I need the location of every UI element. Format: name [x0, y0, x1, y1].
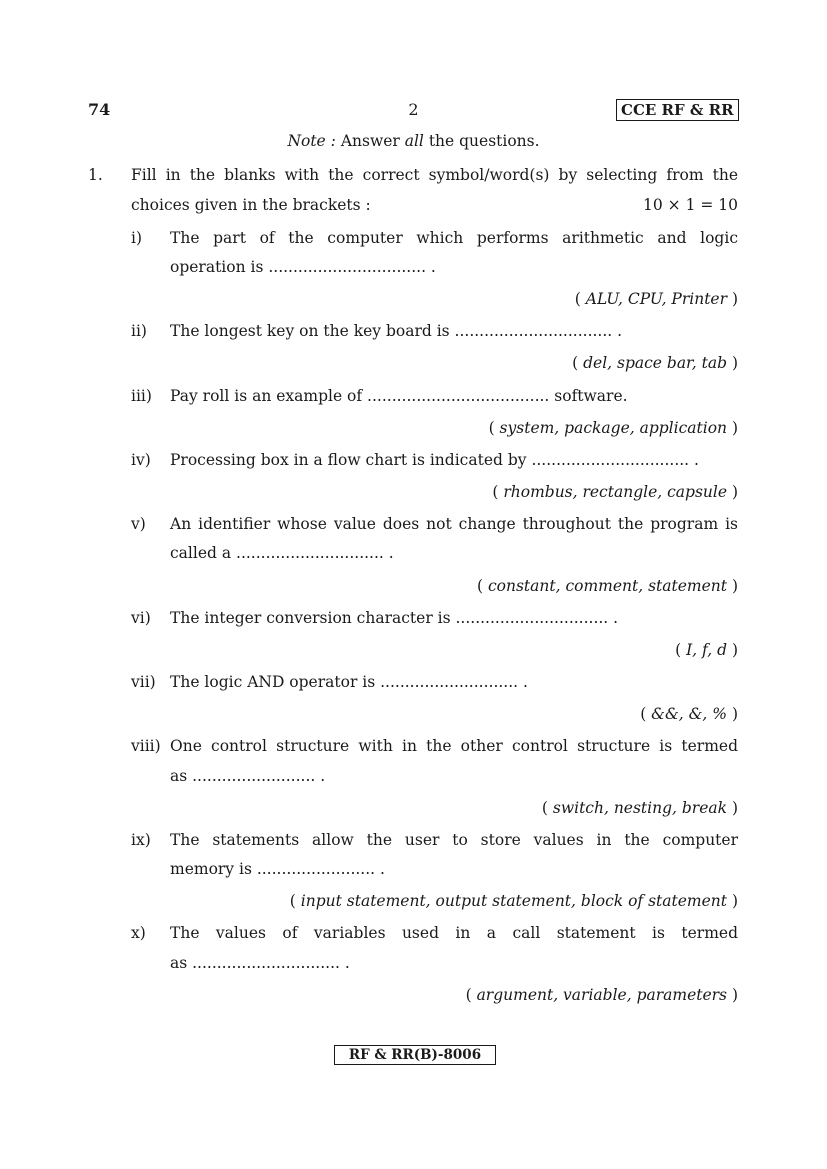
item-text-line1: The values of variables used in a call statement is termed [170, 924, 738, 942]
item-choices-text: argument, variable, parameters [476, 986, 728, 1004]
item-choices: ( system, package, application ) [488, 419, 738, 437]
item-text-line1: An identifier whose value does not change throughout the program is [170, 515, 738, 533]
item-number: ii) [131, 322, 147, 340]
item-choices-text: rhombus, rectangle, capsule [503, 483, 728, 501]
item-text-line1: Processing box in a flow chart is indicated by ................................ . [170, 451, 699, 469]
item-choices: ( rhombus, rectangle, capsule ) [492, 483, 738, 501]
item-choices-text: switch, nesting, break [552, 799, 732, 817]
item-choices-text: I, f, d [686, 641, 732, 659]
question-text-line1: Fill in the blanks with the correct symbol/word(s) by selecting from the [131, 166, 738, 184]
item-choices-text: del, space bar, tab [583, 354, 728, 372]
item-number: iii) [131, 387, 152, 405]
item-choices: ( &&, &, % ) [640, 705, 738, 723]
header-code-box: CCE RF & RR [616, 99, 739, 121]
item-text-line2: called a .............................. . [170, 544, 394, 562]
footer-code-box: RF & RR(B)-8006 [334, 1045, 496, 1065]
item-text-line2: operation is ................................ . [170, 258, 436, 276]
header-code-left: 74 [88, 100, 111, 119]
item-text-line1: The longest key on the key board is ................................ . [170, 322, 623, 340]
item-choices-text: system, package, application [499, 419, 728, 437]
item-choices: ( del, space bar, tab ) [572, 354, 738, 372]
item-choices-text: input statement, output statement, block of statement [300, 892, 732, 910]
note-prefix: Note : [287, 132, 336, 150]
item-choices: ( argument, variable, parameters ) [465, 986, 738, 1004]
question-number: 1. [88, 166, 103, 184]
page-number: 2 [408, 100, 419, 119]
item-text-line2: memory is ........................ . [170, 860, 385, 878]
item-choices: ( ALU, CPU, Printer ) [574, 290, 738, 308]
item-number: v) [131, 515, 146, 533]
item-text-line1: The part of the computer which performs arithmetic and logic [170, 229, 738, 247]
item-choices: ( I, f, d ) [675, 641, 738, 659]
item-text-line1: The logic AND operator is ............................ . [170, 673, 528, 691]
item-choices-text: ALU, CPU, Printer [585, 290, 728, 308]
item-text-line1: One control structure with in the other control structure is termed [170, 737, 738, 755]
item-number: vi) [131, 609, 151, 627]
item-text-line1: The statements allow the user to store values in the computer [170, 831, 738, 849]
item-text-line2: as ......................... . [170, 767, 326, 785]
item-text-line1: The integer conversion character is ............................... . [170, 609, 619, 627]
question-text-line2 [131, 196, 738, 214]
item-number: vii) [131, 673, 156, 691]
item-number: viii) [131, 737, 161, 755]
question-text-line2-text: choices given in the brackets : [131, 196, 371, 214]
item-number: x) [131, 924, 146, 942]
item-text-line1: Pay roll is an example of ..................................... software. [170, 387, 628, 405]
item-choices: ( constant, comment, statement ) [476, 577, 738, 595]
item-choices: ( switch, nesting, break ) [541, 799, 738, 817]
note-text-before: Answer [335, 132, 405, 150]
question-marks: 10 × 1 = 10 [643, 196, 738, 214]
item-number: iv) [131, 451, 151, 469]
item-text-line2: as .............................. . [170, 954, 350, 972]
item-number: ix) [131, 831, 151, 849]
item-choices: ( input statement, output statement, block of statement ) [289, 892, 738, 910]
note-text-after: the questions. [423, 132, 540, 150]
item-choices-text: &&, &, % [651, 705, 732, 723]
instruction-note [0, 132, 827, 150]
item-choices-text: constant, comment, statement [487, 577, 732, 595]
item-number: i) [131, 229, 143, 247]
note-emphasis: all [404, 132, 424, 150]
